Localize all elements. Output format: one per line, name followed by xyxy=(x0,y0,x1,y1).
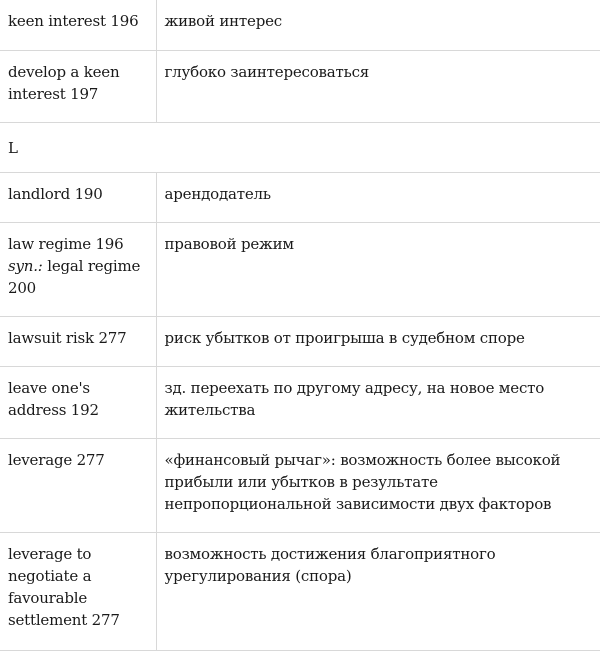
letter-row xyxy=(0,122,600,172)
definition-cell: возможность достижения благоприятного урегулирования (спора) xyxy=(156,532,600,650)
table-row xyxy=(0,172,600,222)
term-cell: leverage 277 xyxy=(0,438,156,532)
definition-cell: «финансовый рычаг»: возможность более высокой прибыли или убытков в результате непропорциональной зависимости двух факторов xyxy=(156,438,600,532)
synonym-label: syn.: xyxy=(8,256,43,275)
table-row xyxy=(0,366,600,438)
term-text: law regime 196 xyxy=(8,234,124,253)
definition-cell: риск убытков от проигрыша в судебном споре xyxy=(156,316,600,366)
definition-cell: арендодатель xyxy=(156,172,600,222)
term-cell: leverage to negotiate a favourable settlement 277 xyxy=(0,532,156,650)
term-cell: leave one's address 192 xyxy=(0,366,156,438)
synonym-text: legal regime 200 xyxy=(8,256,141,297)
term-cell: landlord 190 xyxy=(0,172,156,222)
term-cell xyxy=(0,222,156,316)
table-row xyxy=(0,438,600,532)
definition-cell: зд. переехать по другому адресу, на новое место жительства xyxy=(156,366,600,438)
table-row xyxy=(0,50,600,122)
term-cell: keen interest 196 xyxy=(0,0,156,50)
table-row xyxy=(0,222,600,316)
term-cell: develop a keen interest 197 xyxy=(0,50,156,122)
table-row xyxy=(0,316,600,366)
definition-cell: глубоко заинтересоваться xyxy=(156,50,600,122)
definition-cell: правовой режим xyxy=(156,222,600,316)
definition-cell: живой интерес xyxy=(156,0,600,50)
letter-heading: L xyxy=(0,122,600,172)
table-row xyxy=(0,0,600,50)
term-cell: lawsuit risk 277 xyxy=(0,316,156,366)
table-row xyxy=(0,532,600,650)
